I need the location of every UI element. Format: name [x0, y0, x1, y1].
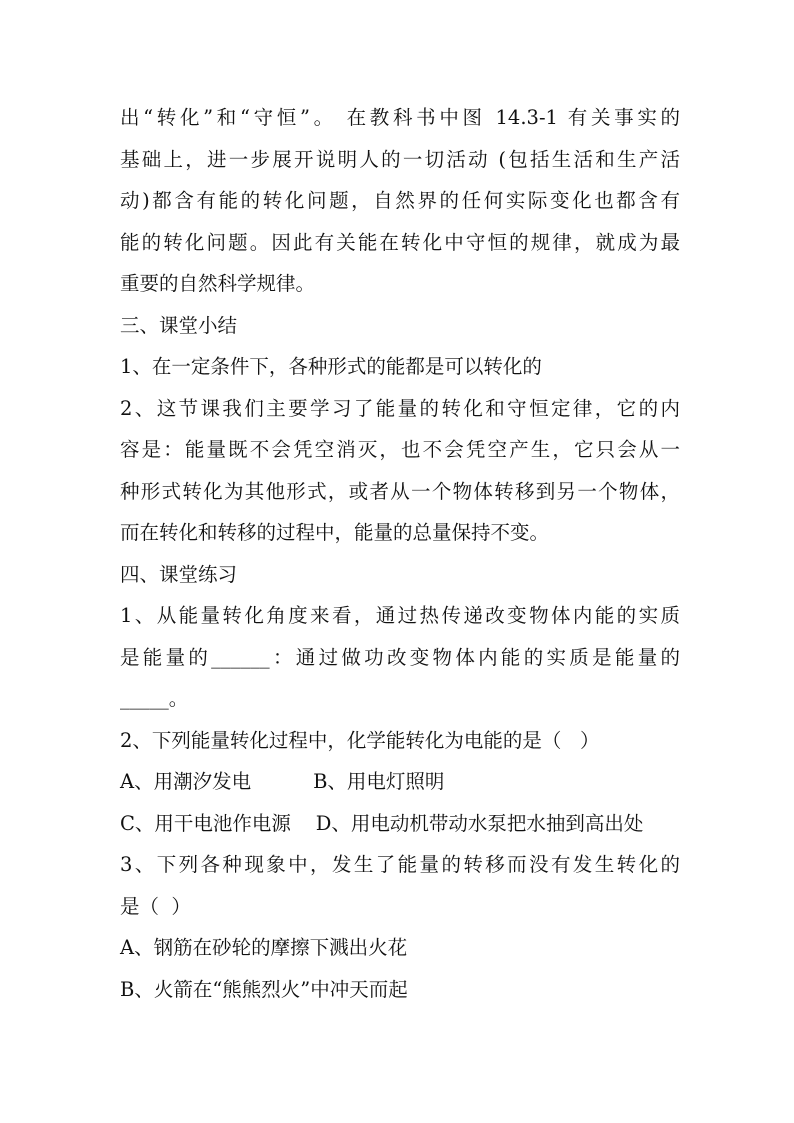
- section-heading: 三、课堂小结: [120, 313, 238, 337]
- answer-options: A、用潮汐发电 B、用电灯照明: [120, 770, 445, 793]
- paragraph-line: 基础上，进一步展开说明人的一切活动 (包括生活和生产活: [120, 147, 680, 171]
- section-heading: 四、课堂练习: [120, 562, 238, 586]
- answer-option: A、钢筋在砂轮的摩擦下溅出火花: [120, 936, 408, 959]
- paragraph-line: 动)都含有能的转化问题，自然界的任何实际变化也都含有: [120, 189, 680, 212]
- exercise-question: 2、下列能量转化过程中，化学能转化为电能的是（ ）: [120, 728, 600, 752]
- paragraph-line: 能的转化问题。因此有关能在转化中守恒的规律，就成为最: [120, 230, 680, 254]
- document-body: [120, 97, 680, 1010]
- exercise-question: 3、下列各种现象中，发生了能量的转移而没有发生转化的: [120, 853, 680, 876]
- summary-item: 1、在一定条件下，各种形式的能都是可以转化的: [120, 355, 542, 378]
- exercise-question: _____。: [120, 687, 189, 710]
- exercise-question: 是（ ）: [120, 894, 191, 918]
- paragraph-line: 出“转化”和“守恒”。 在教科书中图 14.3-1 有关事实的: [120, 106, 680, 129]
- paragraph-line: 重要的自然科学规律。: [120, 272, 316, 295]
- summary-item: 2、这节课我们主要学习了能量的转化和守恒定律，它的内: [120, 396, 680, 420]
- answer-option: B、火箭在“熊熊烈火”中冲天而起: [120, 977, 408, 1001]
- exercise-question: 1、从能量转化角度来看，通过热传递改变物体内能的实质: [120, 604, 680, 627]
- summary-item: 而在转化和转移的过程中，能量的总量保持不变。: [120, 521, 550, 544]
- summary-item: 种形式转化为其他形式，或者从一个物体转移到另一个物体，: [120, 479, 680, 503]
- answer-options: C、用干电池作电源 D、用电动机带动水泵把水抽到高出处: [120, 811, 644, 835]
- exercise-question: 是能量的______：通过做功改变物体内能的实质是能量的: [120, 645, 680, 669]
- summary-item: 容是：能量既不会凭空消灭，也不会凭空产生，它只会从一: [120, 438, 680, 461]
